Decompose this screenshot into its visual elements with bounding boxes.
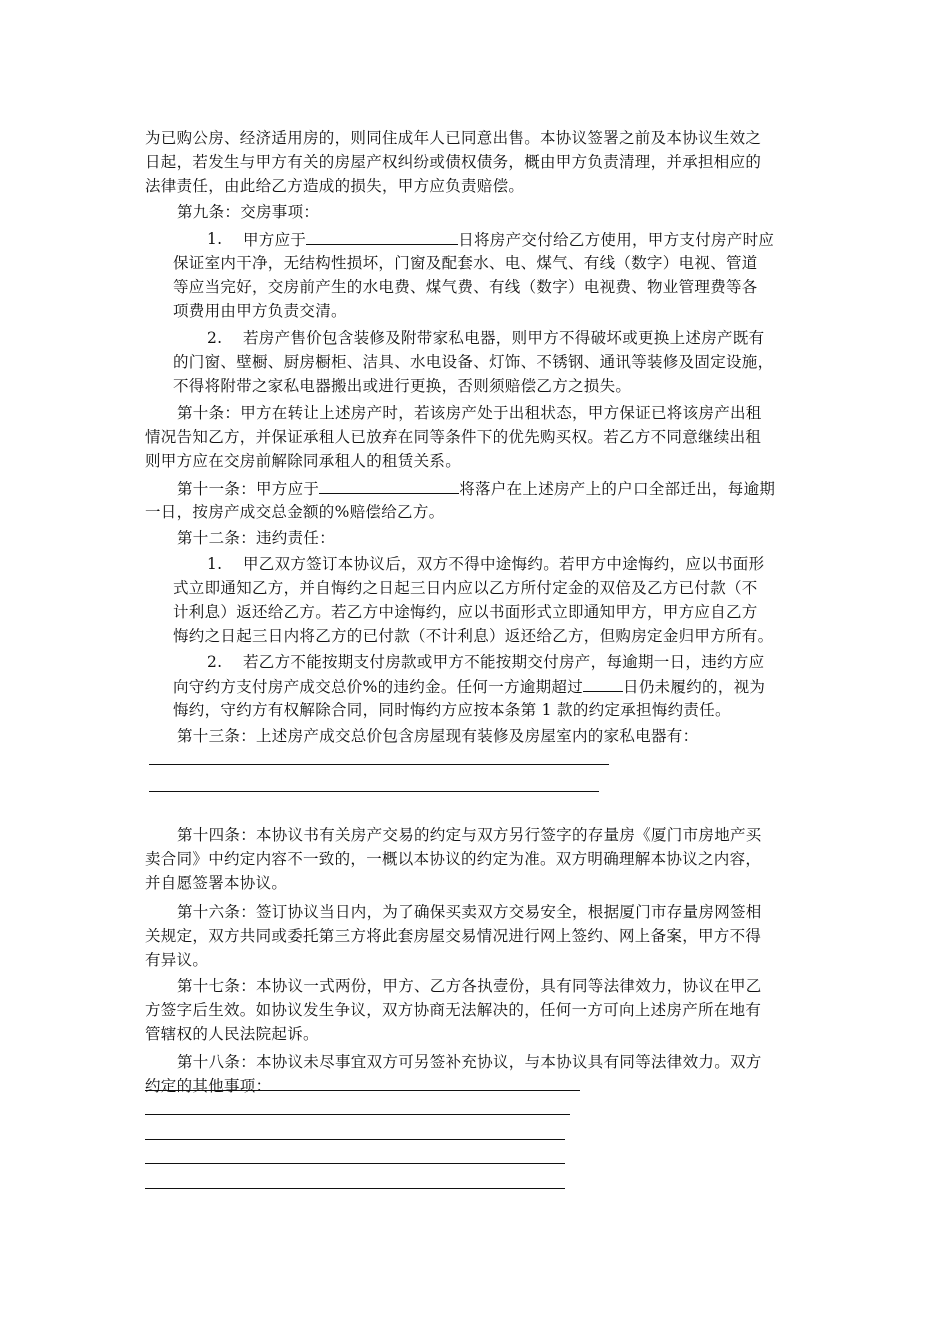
text-line: [243, 227, 774, 252]
text-fragment: 日仍未履约的，视为: [623, 678, 766, 696]
text-line: 为已购公房、经济适用房的，则同住成年人已同意出售。本协议签署之前及本协议生效之: [145, 129, 762, 147]
fill-in-line: [145, 1114, 570, 1115]
text-line: 情况告知乙方，并保证承租人已放弃在同等条件下的优先购买权。若乙方不同意继续出租: [145, 428, 762, 446]
text-line: 方签字后生效。如协议发生争议，双方协商无法解决的，任何一方可向上述房产所在地有: [145, 1001, 762, 1019]
text-line: 约定的其他事项：: [145, 1077, 272, 1095]
fill-in-line: [145, 1090, 580, 1091]
item-number: 2.: [207, 653, 223, 671]
text-line: 的门窗、壁橱、厨房橱柜、洁具、水电设备、灯饰、不锈钢、通讯等装修及固定设施，: [173, 353, 774, 371]
article-18: 第十八条：本协议未尽事宜双方可另签补充协议，与本协议具有同等法律效力。双方: [177, 1053, 762, 1071]
text-line: 计利息）返还给乙方。若乙方中途悔约，应以书面形式立即通知甲方，甲方应自乙方: [173, 603, 758, 621]
text-line: 等应当完好，交房前产生的水电费、煤气费、有线（数字）电视费、物业管理费等各: [173, 278, 758, 296]
text-line: 甲乙双方签订本协议后，双方不得中途悔约。若甲方中途悔约，应以书面形: [243, 555, 765, 573]
household-date-blank: [319, 476, 459, 494]
text-line: 并自愿签署本协议。: [145, 874, 288, 892]
text-line: 悔约，守约方有权解除合同，同时悔约方应按本条第 1 款的约定承担悔约责任。: [173, 701, 731, 719]
text-fragment: 第十一条：甲方应于: [177, 480, 320, 498]
text-line: 则甲方应在交房前解除同承租人的租赁关系。: [145, 452, 462, 470]
article-10: 第十条：甲方在转让上述房产时，若该房产处于出租状态，甲方保证已将该房产出租: [177, 404, 762, 422]
item-number: 1.: [207, 555, 223, 573]
article-9-heading: 第九条：交房事项：: [177, 203, 320, 221]
fill-in-line: [145, 1163, 565, 1164]
text-line: 卖合同》中约定内容不一致的，一概以本协议的约定为准。双方明确理解本协议之内容，: [145, 850, 762, 868]
text-line: 项费用由甲方负责交清。: [173, 302, 347, 320]
article-11: [177, 476, 775, 501]
text-fragment: 将落户在上述房产上的户口全部迁出，每逾期: [459, 480, 776, 498]
text-line: 一日，按房产成交总金额的%赔偿给乙方。: [145, 503, 445, 521]
delivery-date-blank: [306, 227, 458, 245]
text-fragment: 甲方应于: [243, 231, 307, 249]
text-line: 若房产售价包含装修及附带家私电器，则甲方不得破坏或更换上述房产既有: [243, 329, 765, 347]
text-fragment: 日将房产交付给乙方使用，甲方支付房产时应: [458, 231, 775, 249]
fill-in-line: [149, 791, 599, 792]
text-fragment: 向守约方支付房产成交总价%的违约金。任何一方逾期超过: [173, 678, 584, 696]
text-line: 管辖权的人民法院起诉。: [145, 1025, 319, 1043]
article-17: 第十七条：本协议一式两份，甲方、乙方各执壹份，具有同等法律效力，协议在甲乙: [177, 977, 762, 995]
item-number: 2.: [207, 329, 223, 347]
article-12-heading: 第十二条：违约责任：: [177, 529, 336, 547]
article-13: 第十三条：上述房产成交总价包含房屋现有装修及房屋室内的家私电器有：: [177, 727, 699, 745]
article-16: 第十六条：签订协议当日内，为了确保买卖双方交易安全，根据厦门市存量房网签相: [177, 903, 762, 921]
fill-in-line: [145, 1139, 565, 1140]
days-blank: [583, 674, 623, 692]
text-line: 不得将附带之家私电器搬出或进行更换，否则须赔偿乙方之损失。: [173, 377, 632, 395]
text-line: 有异议。: [145, 951, 209, 969]
item-number: 1.: [207, 230, 223, 248]
text-line: 悔约之日起三日内将乙方的已付款（不计利息）返还给乙方，但购房定金归甲方所有。: [173, 627, 774, 645]
text-line: [173, 674, 765, 699]
text-line: 保证室内干净，无结构性损坏，门窗及配套水、电、煤气、有线（数字）电视、管道: [173, 254, 758, 272]
fill-in-line: [145, 1188, 565, 1189]
article-14: 第十四条：本协议书有关房产交易的约定与双方另行签字的存量房《厦门市房地产买: [177, 826, 762, 844]
text-line: 关规定，双方共同或委托第三方将此套房屋交易情况进行网上签约、网上备案，甲方不得: [145, 927, 762, 945]
text-line: 若乙方不能按期支付房款或甲方不能按期交付房产，每逾期一日，违约方应: [243, 653, 765, 671]
text-line: 式立即通知乙方，并自悔约之日起三日内应以乙方所付定金的双倍及乙方已付款（不: [173, 579, 758, 597]
text-line: 日起，若发生与甲方有关的房屋产权纠纷或债权债务，概由甲方负责清理，并承担相应的: [145, 153, 762, 171]
fill-in-line: [149, 764, 609, 765]
text-line: 法律责任，由此给乙方造成的损失，甲方应负责赔偿。: [145, 177, 525, 195]
